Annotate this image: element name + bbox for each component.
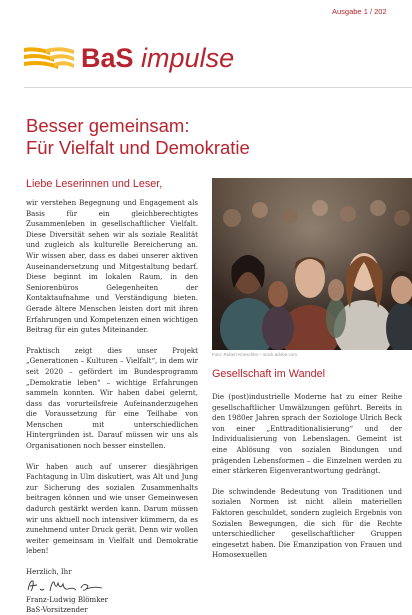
header-divider bbox=[24, 87, 412, 88]
letter-closing: Herzlich, Ihr bbox=[26, 567, 72, 576]
section-heading: Gesellschaft im Wandel bbox=[212, 368, 326, 380]
bas-logo-icon bbox=[24, 46, 74, 72]
letter-paragraph: Praktisch zeigt dies unser Projekt „Generationen – Kulturen – Vielfalt“, in dem wir seit 2020 – gefördert im Bundesprogramm „Demokratie leben“ – wichtige Erfahrungen sammeln konnten. Wir haben dabei gelernt, dass das vorurteilsfreie Aufeinanderzugehen die Voraussetzung für eine Teilhabe von Menschen mit unterschiedlichen Hintergründen ist. Darauf müssen wir uns als Organisationen noch besser einstellen. bbox=[26, 345, 198, 451]
section-paragraph: Die schwindende Bedeutung von Traditionen und sozialen Normen ist nicht allein materiellen Faktoren geschuldet, sondern zugleich Ergebnis von Sozialen Bewegungen, die sich für die Rechte unterschiedlicher gesellschaftlicher Gruppen eingesetzt haben. Die Emanzipation von Frauen und Homosexuellen bbox=[212, 486, 402, 560]
handwritten-signature bbox=[26, 578, 104, 594]
letter-greeting: Liebe Leserinnen und Leser, bbox=[26, 178, 163, 190]
issue-label: Ausgabe 1 / 202 bbox=[332, 7, 387, 16]
editorial-letter bbox=[26, 178, 198, 615]
page-title bbox=[26, 115, 326, 159]
letter-paragraph: wir verstehen Begegnung und Engagement als Basis für ein gleichberechtigtes Zusammenleben in gesellschaftlicher Vielfalt. Diese Diversität sehen wir als soziale Realität und zugleich als kulturelle Bereicherung an. Wir wissen aber, dass es dabei unserer aktiven Auseinandersetzung und Mitgestaltung bedarf. Diese beginnt im lokalen Raum, in den Seniorenbüros Gelegenheiten der Kontaktaufnahme und Verständigung bieten. Gerade ältere Menschen leisten dort mit ihren Erfahrungen und Kompetenzen einen wichtigen Beitrag für ein gutes Miteinander. bbox=[26, 198, 198, 335]
section-paragraph: Die (post)industrielle Moderne hat zu einer Reihe gesellschaftlicher Umwälzungen geführt. Bereits in den 1980er Jahren sprach der Soziologe Ulrich Beck von einer „Enttraditionalisierung“ und der Individualisierung von Lebenslagen. Gemeint ist eine Ablösung von sozialen Bindungen und prägenden Lebensformen – die Einzelnen werden zu einer stärkeren Eigenverantwortung gedrängt. bbox=[212, 392, 402, 476]
signer-name: Franz-Ludwig Blömker bbox=[26, 595, 109, 604]
crowd-photo bbox=[212, 178, 412, 350]
photo-credit: Foto: Robert Kneschke – stock.adobe.com bbox=[212, 352, 298, 357]
article-section bbox=[212, 368, 402, 571]
letter-paragraph: Wir haben auch auf unserer diesjährigen Fachtagung in Ulm diskutiert, was Alt und Jung zur Sicherung des sozialen Zusammenhalts beitragen können und wie unser Gemeinwesen dadurch gestärkt werden kann. Darum müssen wir uns aktuell noch intensiver kümmern, da es zunehmend unter Druck gerät. Denn wir wollen weiter gemeinsam in Vielfalt und Demokratie leben! bbox=[26, 461, 198, 556]
brand-logo-text: BaS impulse bbox=[81, 43, 235, 73]
signer-role: BaS-Vorsitzender bbox=[26, 605, 88, 614]
title-line-2: Für Vielfalt und Demokratie bbox=[26, 137, 250, 158]
title-line-1: Besser gemeinsam: bbox=[26, 115, 190, 136]
